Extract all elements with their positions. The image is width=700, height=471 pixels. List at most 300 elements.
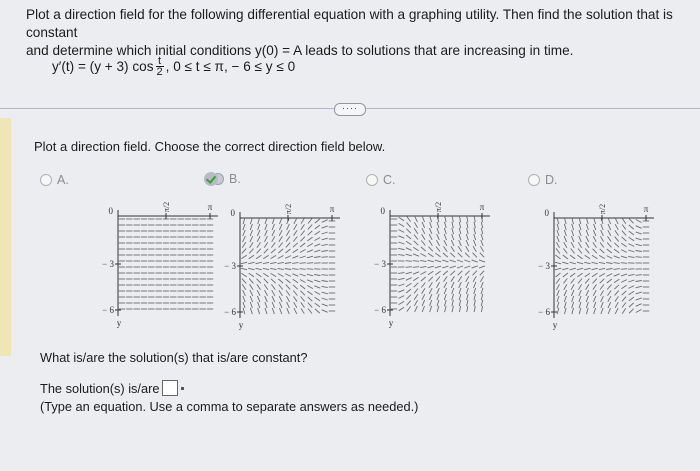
field-segment — [294, 296, 298, 301]
field-segment — [301, 308, 304, 313]
y-label-0: 0 — [380, 206, 385, 216]
question-text: Plot a direction field. Choose the correct direction field below. — [34, 139, 386, 154]
field-segment — [636, 220, 642, 223]
field-segment — [406, 235, 411, 239]
field-segment — [414, 228, 418, 233]
field-segment — [285, 274, 291, 277]
field-segment — [615, 308, 618, 314]
field-segment — [398, 273, 404, 274]
field-segment — [459, 240, 462, 246]
field-segment — [594, 224, 596, 230]
field-segment — [294, 224, 297, 230]
field-segment — [565, 308, 567, 314]
more-button[interactable] — [334, 103, 366, 116]
field-segment — [422, 306, 424, 312]
field-segment — [436, 277, 440, 282]
field-segment — [571, 249, 575, 254]
y-label-neg6: − 6 — [374, 305, 386, 315]
y-axis-label: y — [238, 320, 244, 330]
field-segment — [322, 257, 328, 258]
y-axis-label: y — [116, 318, 122, 328]
field-segment — [599, 255, 605, 258]
field-segment — [564, 302, 566, 308]
field-segment — [399, 296, 405, 299]
field-segment — [571, 290, 574, 296]
field-segment — [406, 289, 411, 293]
field-segment — [243, 302, 245, 308]
field-segment — [564, 236, 567, 242]
field-segment — [292, 263, 298, 264]
field-segment — [307, 256, 313, 258]
y-label-neg6: − 6 — [102, 305, 114, 315]
field-segment — [452, 300, 454, 306]
field-segment — [481, 288, 483, 294]
field-segment — [286, 290, 290, 295]
field-segment — [300, 237, 305, 242]
field-segment — [585, 273, 590, 277]
field-segment — [562, 268, 568, 270]
field-segment — [429, 288, 432, 294]
field-segment — [636, 257, 642, 258]
field-segment — [443, 271, 448, 275]
field-segment — [413, 272, 419, 274]
field-segment — [429, 228, 432, 234]
field-segment — [621, 243, 626, 247]
field-segment — [322, 244, 328, 245]
field-segment — [293, 291, 297, 296]
field-segment — [315, 297, 320, 300]
field-segment — [414, 235, 418, 240]
field-segment — [593, 242, 597, 247]
field-segment — [585, 255, 590, 259]
field-segment — [629, 291, 635, 294]
field-segment — [481, 222, 482, 228]
field-segment — [636, 232, 642, 234]
field-segment — [621, 285, 626, 289]
check-icon — [204, 172, 218, 186]
field-segment — [608, 230, 611, 236]
field-segment — [406, 283, 411, 286]
equation-fraction — [156, 56, 164, 77]
field-segment — [314, 244, 320, 246]
field-segment — [586, 218, 588, 224]
field-segment — [474, 240, 476, 246]
field-segment — [629, 297, 634, 301]
field-segment — [451, 282, 454, 288]
field-segment — [264, 284, 268, 289]
field-segment — [572, 308, 574, 314]
field-segment — [430, 216, 432, 222]
option-d-radio[interactable] — [528, 174, 540, 186]
field-segment — [629, 237, 635, 240]
field-segment — [586, 284, 589, 289]
field-segment — [243, 296, 245, 302]
field-segment — [572, 296, 574, 302]
field-segment — [257, 242, 261, 247]
field-segment — [572, 224, 574, 230]
field-segment — [278, 256, 284, 259]
field-segment — [481, 294, 483, 300]
field-segment — [300, 285, 305, 289]
field-segment — [308, 309, 312, 314]
field-segment — [428, 266, 434, 267]
field-segment — [428, 271, 433, 274]
field-segment — [242, 279, 246, 284]
field-segment — [442, 260, 448, 262]
field-segment — [636, 238, 642, 240]
field-segment — [422, 294, 425, 300]
field-segment — [636, 298, 642, 300]
field-segment — [579, 302, 581, 308]
field-segment — [579, 290, 582, 296]
field-segment — [556, 248, 560, 253]
field-segment — [414, 289, 418, 294]
field-segment — [429, 282, 433, 287]
field-segment — [607, 243, 611, 248]
field-segment — [579, 224, 581, 230]
option-b[interactable] — [204, 172, 241, 186]
t-label-half-pi: π/2 — [284, 203, 293, 215]
field-segment — [593, 284, 597, 289]
field-segment — [608, 218, 611, 224]
field-segment — [586, 296, 588, 302]
field-segment — [257, 290, 260, 296]
field-segment — [292, 274, 298, 276]
field-segment — [467, 228, 469, 234]
field-segment — [450, 253, 455, 257]
equation-right: , 0 ≤ t ≤ π, − 6 ≤ y ≤ 0 — [165, 59, 296, 74]
field-segment — [430, 300, 432, 306]
direction-field-b — [207, 196, 360, 331]
y-label-neg3: − 3 — [224, 261, 236, 271]
y-label-neg3: − 3 — [538, 261, 550, 271]
field-segment — [308, 297, 313, 301]
field-segment — [556, 273, 561, 277]
field-segment — [584, 262, 590, 263]
field-segment — [557, 290, 559, 296]
field-segment — [421, 254, 427, 257]
fraction-denominator: 2 — [156, 66, 163, 78]
field-segment — [614, 243, 619, 247]
field-segment — [243, 236, 246, 242]
field-segment — [579, 236, 582, 242]
field-segment — [271, 255, 277, 258]
field-segment — [322, 281, 328, 282]
field-segment — [592, 268, 598, 269]
field-segment — [437, 222, 439, 228]
field-segment — [608, 290, 612, 295]
field-segment — [285, 269, 291, 270]
field-segment — [271, 273, 277, 276]
field-segment — [474, 288, 476, 294]
field-segment — [451, 240, 454, 246]
field-segment — [556, 278, 560, 283]
field-segment — [636, 286, 642, 288]
field-segment — [279, 302, 282, 308]
field-segment — [614, 263, 620, 264]
field-segment — [263, 262, 269, 263]
field-segment — [615, 291, 619, 296]
field-segment — [301, 218, 304, 223]
field-segment — [599, 262, 605, 263]
field-segment — [422, 222, 425, 228]
field-segment — [615, 302, 618, 308]
option-c[interactable] — [366, 173, 396, 187]
field-segment — [322, 238, 328, 240]
field-segment — [278, 268, 284, 269]
field-segment — [293, 249, 298, 253]
field-segment — [459, 222, 460, 228]
field-segment — [315, 219, 320, 223]
option-d-label: D. — [545, 173, 558, 187]
field-segment — [444, 276, 448, 281]
field-segment — [459, 306, 460, 312]
field-segment — [586, 308, 588, 314]
field-segment — [636, 310, 642, 313]
field-segment — [614, 269, 620, 270]
answer-hint: (Type an equation. Use a comma to separate answers as needed.) — [40, 399, 419, 414]
field-segment — [474, 228, 476, 234]
field-segment — [257, 236, 260, 242]
field-segment — [264, 249, 268, 254]
field-segment — [307, 269, 313, 270]
field-segment — [444, 282, 447, 288]
field-segment — [272, 308, 274, 314]
field-segment — [292, 269, 298, 270]
field-segment — [586, 224, 588, 230]
field-segment — [286, 230, 289, 236]
field-segment — [570, 262, 576, 264]
field-segment — [555, 262, 561, 264]
y-label-neg3: − 3 — [102, 259, 114, 269]
field-segment — [279, 224, 282, 230]
field-segment — [480, 276, 483, 282]
field-segment — [279, 236, 283, 241]
field-segment — [249, 279, 253, 284]
field-segment — [258, 218, 260, 224]
field-segment — [628, 256, 634, 257]
field-segment — [557, 302, 559, 308]
field-segment — [406, 248, 412, 251]
field-segment — [570, 255, 575, 259]
field-segment — [250, 236, 253, 242]
field-segment — [407, 223, 411, 228]
t-label-pi: π — [329, 204, 335, 214]
field-segment — [322, 275, 328, 276]
field-segment — [414, 294, 418, 299]
field-segment — [474, 306, 475, 312]
field-segment — [294, 302, 297, 308]
t-label-half-pi: π/2 — [434, 201, 443, 213]
field-segment — [577, 273, 582, 277]
field-segment — [586, 302, 588, 308]
field-segment — [628, 274, 634, 275]
field-segment — [437, 228, 439, 234]
field-segment — [600, 249, 605, 253]
ellipsis-icon: ···· — [342, 103, 358, 113]
field-segment — [272, 218, 274, 224]
field-segment — [557, 284, 560, 290]
field-segment — [628, 286, 634, 289]
field-segment — [444, 228, 446, 234]
field-segment — [473, 253, 477, 258]
field-segment — [286, 285, 290, 290]
field-segment — [278, 279, 283, 283]
field-segment — [474, 216, 475, 222]
field-segment — [399, 307, 404, 311]
field-segment — [437, 234, 440, 240]
option-c-radio[interactable] — [366, 174, 378, 186]
field-segment — [278, 249, 283, 253]
field-segment — [607, 274, 613, 277]
field-segment — [606, 269, 612, 270]
problem-line-1: Plot a direction field for the following differential equation with a graphing utility. Then find the solution that is constant — [26, 7, 673, 40]
field-segment — [278, 274, 284, 277]
field-segment — [242, 249, 246, 254]
field-segment — [421, 241, 425, 246]
equation-left: y′(t) = (y + 3) cos — [52, 59, 154, 74]
field-segment — [465, 271, 470, 276]
field-segment — [621, 274, 627, 276]
field-segment — [564, 296, 566, 302]
field-segment — [272, 224, 274, 230]
field-segment — [241, 268, 247, 269]
field-segment — [300, 280, 306, 283]
field-segment — [458, 253, 463, 257]
fraction-numerator: t — [158, 55, 162, 67]
field-segment — [421, 283, 425, 288]
field-segment — [607, 249, 612, 253]
field-segment — [429, 277, 433, 282]
field-segment — [271, 284, 275, 289]
field-segment — [399, 301, 405, 304]
field-segment — [571, 284, 574, 290]
field-segment — [481, 306, 482, 312]
field-segment — [406, 295, 411, 300]
field-segment — [429, 247, 433, 252]
field-segment — [564, 242, 567, 248]
field-segment — [241, 255, 246, 259]
field-segment — [557, 308, 559, 314]
option-b-label: B. — [229, 172, 241, 186]
field-segment — [263, 255, 268, 258]
field-segment — [466, 234, 468, 240]
field-segment — [444, 294, 446, 300]
field-segment — [458, 276, 461, 281]
field-segment — [436, 282, 439, 288]
field-segment — [457, 260, 463, 262]
field-segment — [445, 306, 447, 312]
field-segment — [315, 292, 321, 295]
field-segment — [466, 246, 469, 252]
field-segment — [315, 225, 320, 229]
field-segment — [593, 290, 596, 296]
field-segment — [481, 300, 482, 306]
option-a[interactable] — [40, 173, 69, 187]
field-segment — [307, 291, 312, 295]
field-segment — [437, 288, 440, 294]
y-label-0: 0 — [230, 208, 235, 218]
field-segment — [601, 302, 603, 308]
field-segment — [600, 243, 604, 248]
field-segment — [398, 284, 404, 286]
field-segment — [607, 256, 613, 259]
field-segment — [557, 242, 560, 248]
field-segment — [294, 308, 297, 314]
field-segment — [607, 285, 611, 290]
field-segment — [615, 237, 619, 242]
field-segment — [458, 246, 461, 251]
field-segment — [621, 256, 627, 258]
field-segment — [243, 290, 246, 296]
field-segment — [445, 216, 447, 222]
field-segment — [300, 291, 305, 296]
answer-label: The solution(s) is/are — [40, 380, 160, 396]
field-segment — [421, 277, 426, 281]
field-segment — [265, 290, 268, 296]
field-segment — [314, 280, 320, 282]
field-segment — [600, 236, 603, 241]
field-segment — [622, 225, 626, 230]
field-segment — [636, 304, 642, 307]
field-segment — [293, 237, 297, 242]
field-segment — [599, 273, 605, 276]
field-segment — [572, 302, 574, 308]
field-segment — [301, 297, 305, 302]
field-segment — [250, 284, 254, 289]
field-segment — [322, 292, 328, 294]
field-segment — [430, 306, 432, 312]
field-segment — [467, 300, 468, 306]
field-segment — [615, 224, 618, 230]
field-segment — [593, 279, 597, 284]
field-segment — [300, 269, 306, 270]
field-segment — [445, 222, 447, 228]
field-segment — [442, 266, 448, 268]
field-segment — [314, 257, 320, 258]
field-segment — [301, 231, 305, 236]
field-segment — [243, 230, 245, 236]
option-a-radio[interactable] — [40, 174, 52, 186]
field-segment — [459, 216, 460, 222]
field-segment — [586, 290, 589, 296]
field-segment — [265, 296, 268, 302]
field-segment — [557, 236, 559, 242]
field-segment — [256, 273, 261, 276]
field-segment — [593, 230, 596, 236]
field-segment — [243, 218, 245, 224]
option-d[interactable] — [528, 173, 558, 187]
field-segment — [600, 279, 605, 283]
option-c-label: C. — [383, 173, 396, 187]
field-segment — [565, 218, 567, 224]
field-segment — [481, 240, 483, 246]
field-segment — [579, 308, 581, 314]
field-segment — [421, 272, 427, 275]
field-segment — [457, 266, 463, 268]
field-segment — [474, 282, 476, 288]
field-segment — [467, 222, 468, 228]
field-segment — [615, 230, 619, 235]
field-segment — [315, 231, 320, 234]
answer-input[interactable] — [162, 380, 178, 396]
field-segment — [614, 249, 619, 253]
field-segment — [570, 268, 576, 270]
field-segment — [300, 243, 305, 247]
y-axis-label: y — [388, 318, 394, 328]
field-segment — [308, 219, 312, 224]
field-segment — [285, 263, 291, 264]
